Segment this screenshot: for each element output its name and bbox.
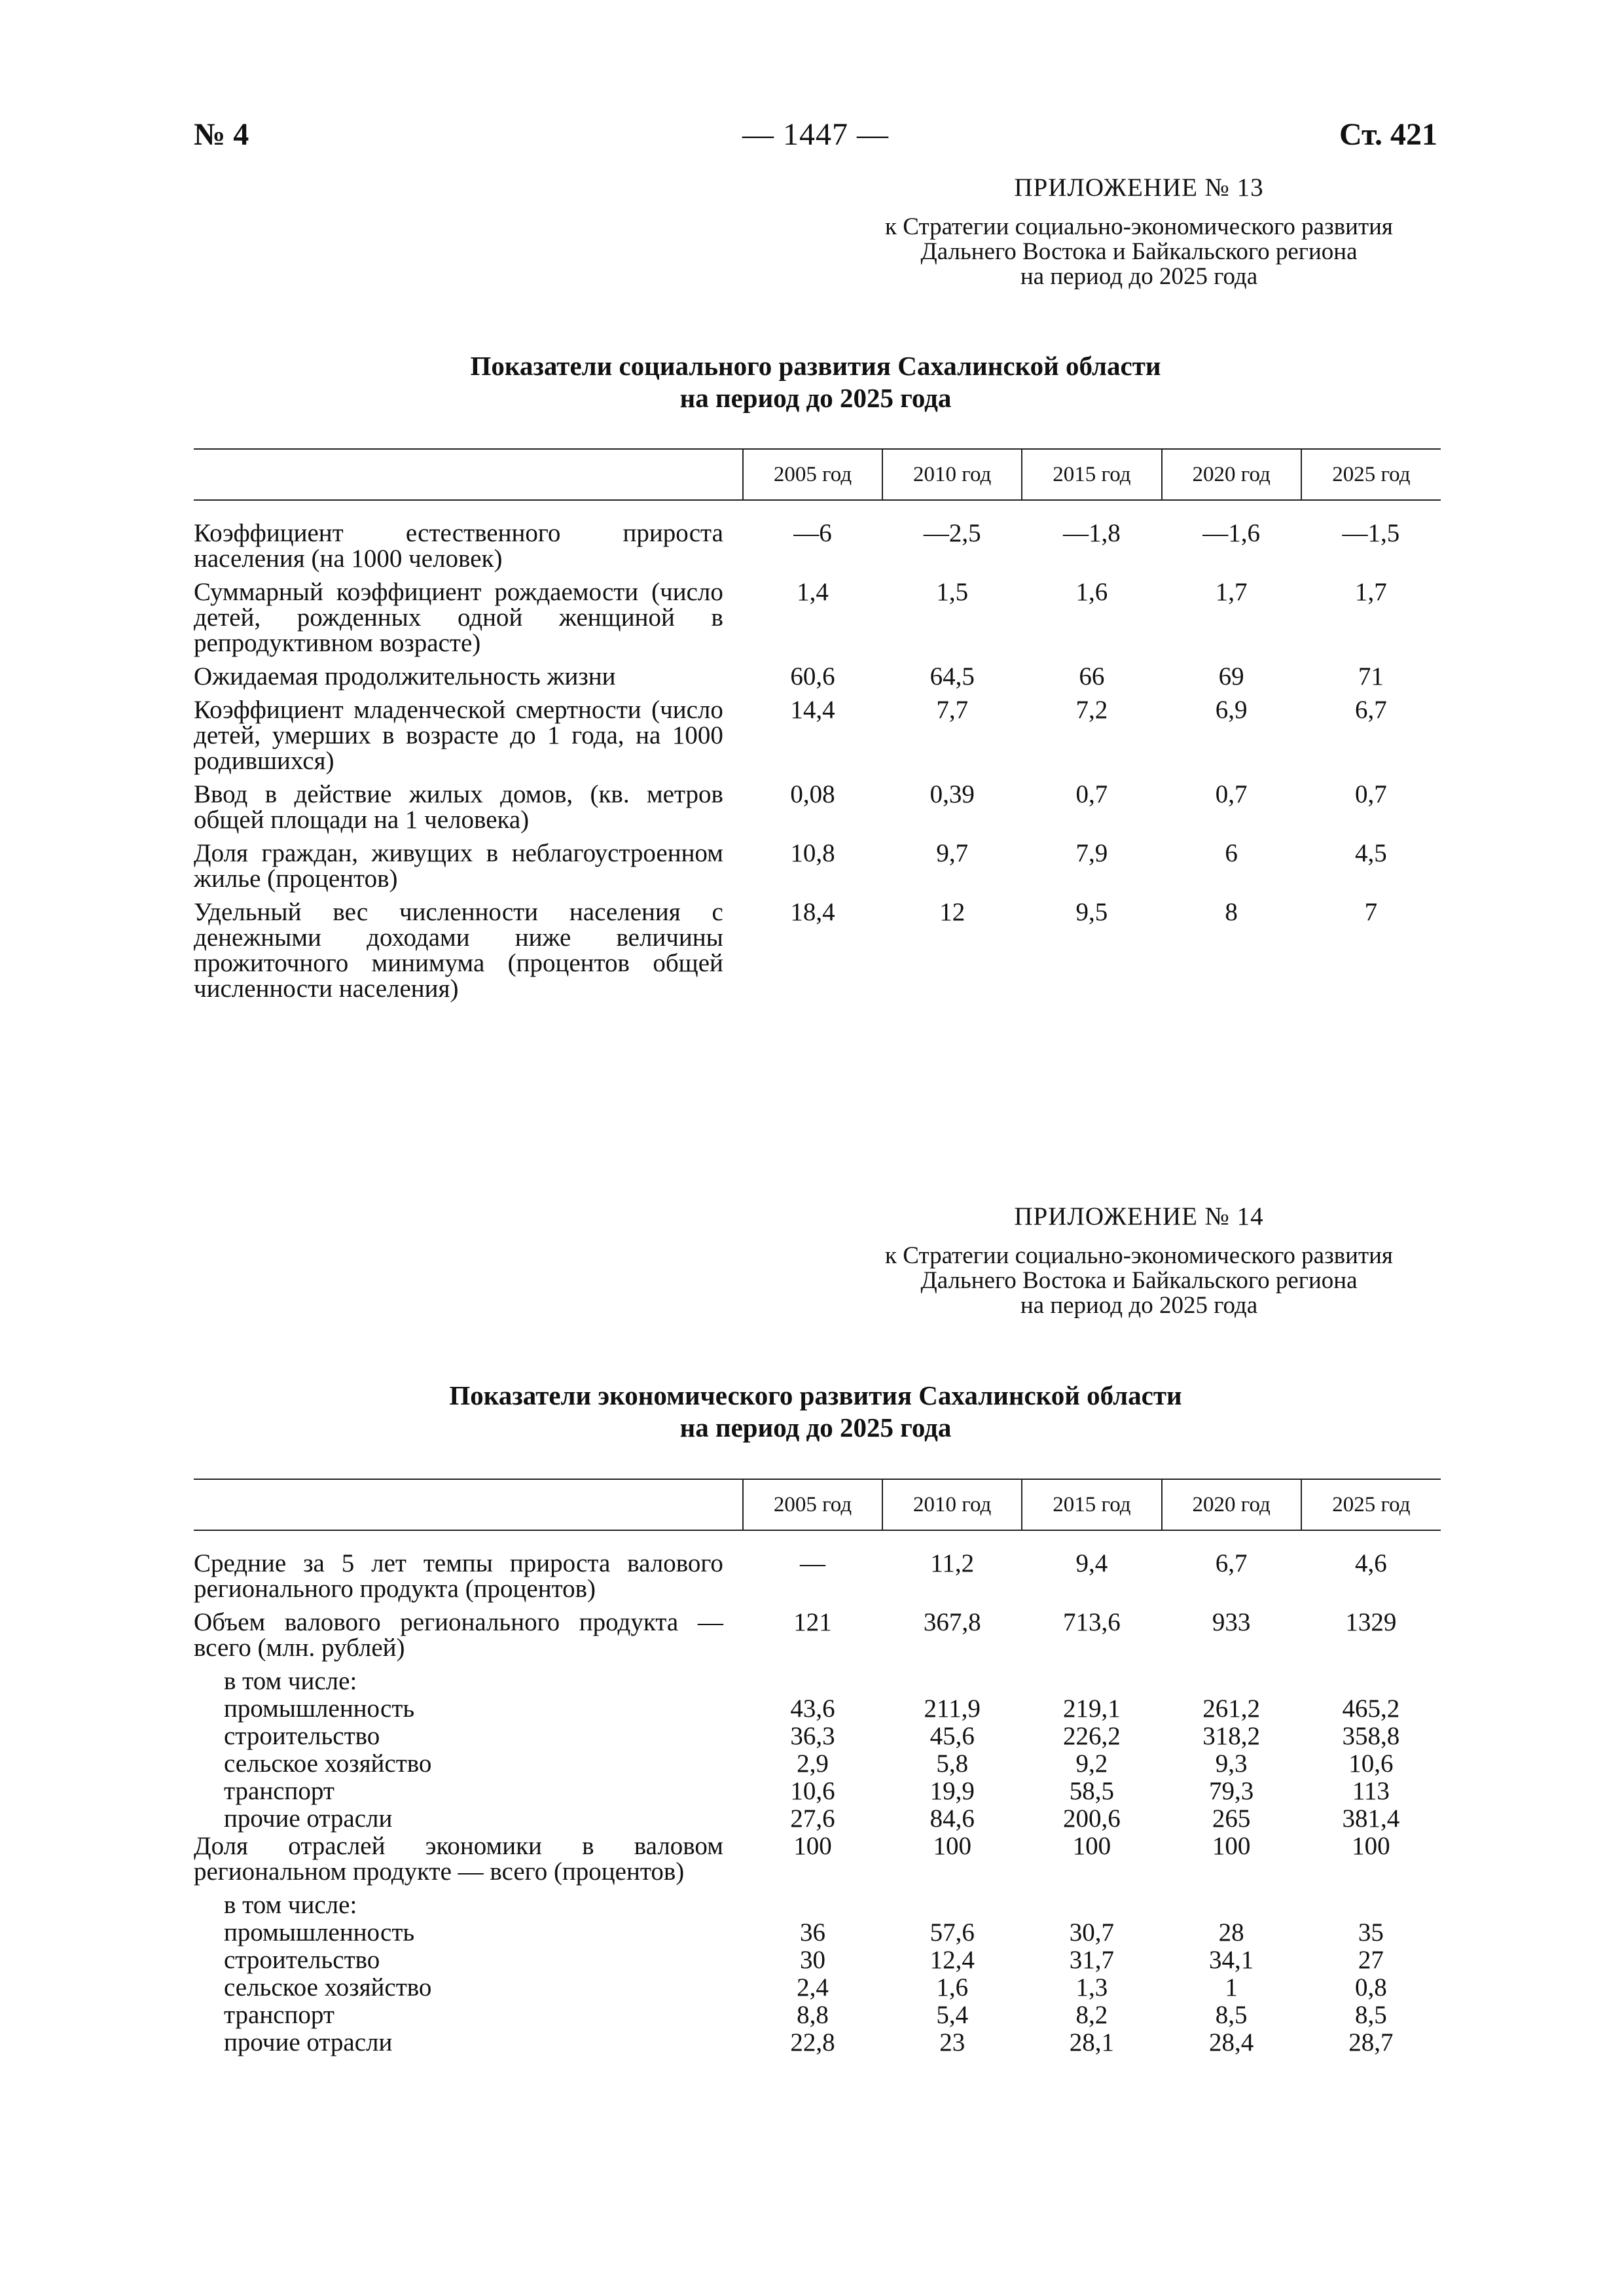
table-row — [194, 1751, 1441, 1778]
row-label: Коэффициент естественного прироста населения (на 1000 человек) — [194, 519, 723, 573]
row-label: Доля граждан, живущих в неблагоустроенном жилье (процентов) — [194, 839, 723, 893]
row-value: 1,7 — [1355, 578, 1387, 606]
table-row — [194, 2030, 1441, 2057]
row-value: 28 — [1218, 1918, 1244, 1946]
table-row — [194, 579, 1441, 664]
row-value: 0,39 — [929, 780, 975, 808]
article-number: Ст. 421 — [1339, 117, 1437, 152]
row-value: 8,8 — [797, 2001, 829, 2029]
row-value: 7,2 — [1075, 696, 1108, 724]
table-row — [194, 1833, 1441, 1892]
table-row — [194, 1723, 1441, 1751]
row-value: 713,6 — [1063, 1608, 1121, 1636]
row-value: 226,2 — [1063, 1722, 1121, 1750]
row-value: 84,6 — [929, 1804, 975, 1833]
row-value: 5,8 — [936, 1749, 969, 1778]
row-value: 358,8 — [1342, 1722, 1400, 1750]
table-row — [194, 840, 1441, 899]
row-label: прочие отрасли — [224, 2028, 393, 2056]
table-row — [194, 520, 1441, 579]
row-value: 1,3 — [1075, 1973, 1108, 2001]
column-header-year: 2010 год — [882, 1479, 1022, 1530]
header-label-cell — [194, 1479, 743, 1530]
row-value: 6,9 — [1215, 696, 1248, 724]
table-2-title-line-2: на период до 2025 года — [679, 1412, 952, 1443]
row-value — [882, 1668, 1022, 1696]
column-header-year: 2020 год — [1162, 1479, 1301, 1530]
table-row — [194, 1609, 1441, 1668]
row-value: 9,5 — [1075, 898, 1108, 926]
row-label: прочие отрасли — [224, 1804, 393, 1833]
appendix-13-caption — [812, 175, 1466, 289]
row-value — [1022, 1668, 1161, 1696]
row-label: промышленность — [224, 1695, 415, 1723]
column-header-year: 2020 год — [1162, 449, 1301, 500]
row-value: 100 — [933, 1832, 971, 1860]
table-row — [194, 1892, 1441, 1920]
table-row — [194, 1551, 1441, 1609]
row-label: Коэффициент младенческой смертности (число детей, умерших в возрасте до 1 года, на 1000 родившихся) — [194, 696, 723, 775]
row-value: 31,7 — [1069, 1946, 1115, 1974]
row-value: —2,5 — [923, 519, 981, 547]
row-value: 4,6 — [1355, 1549, 1387, 1577]
row-value — [743, 1668, 882, 1696]
row-value: 30,7 — [1069, 1918, 1115, 1946]
page-header — [194, 117, 1437, 162]
row-value: 36,3 — [790, 1722, 835, 1750]
table-1-title — [194, 350, 1437, 414]
appendix-14-line-3: на период до 2025 года — [1020, 1292, 1258, 1319]
row-label: транспорт — [224, 1777, 334, 1805]
row-value: 465,2 — [1342, 1695, 1400, 1723]
row-value: —1,8 — [1063, 519, 1121, 547]
column-header-year: 2010 год — [882, 449, 1022, 500]
table-row — [194, 1668, 1441, 1696]
row-value: 2,9 — [797, 1749, 829, 1778]
row-value: 367,8 — [923, 1608, 981, 1636]
appendix-14-line-1: к Стратегии социально-экономического развития — [885, 1242, 1393, 1269]
table-2-title — [194, 1380, 1437, 1444]
table-1-title-line-2: на период до 2025 года — [679, 383, 952, 413]
row-value: 6,7 — [1355, 696, 1387, 724]
row-label: Ожидаемая продолжительность жизни — [194, 662, 616, 691]
row-value: 57,6 — [929, 1918, 975, 1946]
column-header-year: 2005 год — [743, 449, 882, 500]
row-value: 6,7 — [1215, 1549, 1248, 1577]
row-value: 27,6 — [790, 1804, 835, 1833]
row-value: — — [799, 1549, 825, 1577]
table-row — [194, 1806, 1441, 1833]
row-value: 8,2 — [1075, 2001, 1108, 2029]
row-label: строительство — [224, 1946, 380, 1974]
issue-number: № 4 — [194, 117, 249, 152]
row-label: Удельный вес численности населения с денежными доходами ниже величины прожиточного минимума (процентов общей численности населения) — [194, 898, 723, 1003]
row-value: 0,7 — [1215, 780, 1248, 808]
row-value: 43,6 — [790, 1695, 835, 1723]
row-label: Доля отраслей экономики в валовом региональном продукте — всего (процентов) — [194, 1832, 723, 1886]
row-value: 2,4 — [797, 1973, 829, 2001]
row-label: в том числе: — [224, 1891, 357, 1919]
row-value: 69 — [1218, 662, 1244, 691]
row-label: строительство — [224, 1722, 380, 1750]
row-value — [743, 1892, 882, 1920]
row-value: 9,4 — [1075, 1549, 1108, 1577]
row-value: 100 — [1352, 1832, 1390, 1860]
row-value: 219,1 — [1063, 1695, 1121, 1723]
row-value: 1,5 — [936, 578, 969, 606]
table-2-header-row — [194, 1479, 1441, 1530]
row-value: 9,3 — [1215, 1749, 1248, 1778]
row-value: 11,2 — [930, 1549, 975, 1577]
row-value: 71 — [1358, 662, 1384, 691]
row-value: 18,4 — [790, 898, 835, 926]
row-value: 28,1 — [1069, 2028, 1115, 2056]
row-value: 36 — [799, 1918, 825, 1946]
table-1-title-line-1: Показатели социального развития Сахалинской области — [470, 351, 1161, 381]
table-row — [194, 1975, 1441, 2002]
row-value: 58,5 — [1069, 1777, 1115, 1805]
table-2-title-line-1: Показатели экономического развития Сахалинской области — [449, 1380, 1182, 1410]
row-value: 211,9 — [924, 1695, 981, 1723]
row-value: 8,5 — [1355, 2001, 1387, 2029]
social-indicators-table — [194, 448, 1441, 1009]
row-value: 79,3 — [1209, 1777, 1254, 1805]
row-label: Объем валового регионального продукта — всего (млн. рублей) — [194, 1608, 723, 1662]
appendix-14-number: ПРИЛОЖЕНИЕ № 14 — [1014, 1202, 1264, 1230]
table-row — [194, 697, 1441, 781]
row-value: 10,8 — [790, 839, 835, 867]
column-header-year: 2015 год — [1022, 449, 1161, 500]
row-value: 8,5 — [1215, 2001, 1248, 2029]
row-value: 12 — [939, 898, 965, 926]
appendix-13-number: ПРИЛОЖЕНИЕ № 13 — [1014, 173, 1264, 202]
row-value: 9,7 — [936, 839, 969, 867]
row-label: сельское хозяйство — [224, 1973, 432, 2001]
page-number: — 1447 — — [742, 117, 889, 152]
column-header-year: 2025 год — [1301, 449, 1441, 500]
row-value — [1022, 1892, 1161, 1920]
row-value: 10,6 — [790, 1777, 835, 1805]
row-value: 10,6 — [1348, 1749, 1394, 1778]
row-value: 28,7 — [1348, 2028, 1394, 2056]
row-label: сельское хозяйство — [224, 1749, 432, 1778]
row-value: 12,4 — [929, 1946, 975, 1974]
appendix-14-line-2: Дальнего Востока и Байкальского региона — [920, 1267, 1358, 1294]
table-row — [194, 664, 1441, 697]
row-value: 1,6 — [1075, 578, 1108, 606]
row-value: 261,2 — [1202, 1695, 1261, 1723]
row-value: 7,9 — [1075, 839, 1108, 867]
row-value: 19,9 — [929, 1777, 975, 1805]
row-value: 34,1 — [1209, 1946, 1254, 1974]
row-value: 0,7 — [1075, 780, 1108, 808]
row-value: 45,6 — [929, 1722, 975, 1750]
row-value: 14,4 — [790, 696, 835, 724]
row-value: 35 — [1358, 1918, 1384, 1946]
row-value: 0,7 — [1355, 780, 1387, 808]
row-value: 121 — [793, 1608, 832, 1636]
row-value: 8 — [1225, 898, 1238, 926]
table-row — [194, 899, 1441, 1009]
row-value: —1,5 — [1342, 519, 1400, 547]
table-row — [194, 781, 1441, 840]
row-value: 0,08 — [790, 780, 835, 808]
table-1-header-row — [194, 449, 1441, 500]
row-label: Ввод в действие жилых домов, (кв. метров общей площади на 1 человека) — [194, 780, 723, 834]
row-value — [1301, 1668, 1441, 1696]
row-value: 7,7 — [936, 696, 969, 724]
column-header-year: 2025 год — [1301, 1479, 1441, 1530]
row-value: 100 — [1072, 1832, 1111, 1860]
row-value: 28,4 — [1209, 2028, 1254, 2056]
column-header-year: 2015 год — [1022, 1479, 1161, 1530]
row-value: 381,4 — [1342, 1804, 1400, 1833]
row-value: 100 — [793, 1832, 832, 1860]
table-row — [194, 2002, 1441, 2030]
row-value: —1,6 — [1202, 519, 1261, 547]
row-value: —6 — [793, 519, 832, 547]
row-label: Средние за 5 лет темпы прироста валового регионального продукта (процентов) — [194, 1549, 723, 1603]
row-value: 200,6 — [1063, 1804, 1121, 1833]
row-value: 7 — [1364, 898, 1378, 926]
row-value: 23 — [939, 2028, 965, 2056]
row-value — [1162, 1892, 1301, 1920]
row-value: 60,6 — [790, 662, 835, 691]
row-label: промышленность — [224, 1918, 415, 1946]
appendix-13-line-1: к Стратегии социально-экономического развития — [885, 213, 1393, 240]
row-value: 0,8 — [1355, 1973, 1387, 2001]
appendix-13-line-2: Дальнего Востока и Байкальского региона — [920, 238, 1358, 265]
row-value: 9,2 — [1075, 1749, 1108, 1778]
appendix-13-line-3: на период до 2025 года — [1020, 263, 1258, 290]
appendix-14-caption — [812, 1204, 1466, 1318]
row-value: 1,4 — [797, 578, 829, 606]
row-value: 113 — [1352, 1777, 1390, 1805]
table-row — [194, 1947, 1441, 1975]
table-row — [194, 1920, 1441, 1947]
table-row — [194, 1778, 1441, 1806]
row-value — [1162, 1668, 1301, 1696]
table-row — [194, 1696, 1441, 1723]
spacer-row — [194, 1530, 1441, 1551]
row-value — [882, 1892, 1022, 1920]
row-value: 4,5 — [1355, 839, 1387, 867]
row-value: 30 — [799, 1946, 825, 1974]
column-header-year: 2005 год — [743, 1479, 882, 1530]
row-value: 27 — [1358, 1946, 1384, 1974]
row-value: 933 — [1212, 1608, 1251, 1636]
row-label: транспорт — [224, 2001, 334, 2029]
row-value: 1,6 — [936, 1973, 969, 2001]
row-value: 22,8 — [790, 2028, 835, 2056]
row-label: Суммарный коэффициент рождаемости (число детей, рожденных одной женщиной в репродуктивном возрасте) — [194, 578, 723, 657]
row-value: 1,7 — [1215, 578, 1248, 606]
row-label: в том числе: — [224, 1667, 357, 1695]
row-value: 318,2 — [1202, 1722, 1261, 1750]
row-value: 64,5 — [929, 662, 975, 691]
row-value: 265 — [1212, 1804, 1251, 1833]
row-value: 1329 — [1345, 1608, 1397, 1636]
row-value: 100 — [1212, 1832, 1251, 1860]
row-value: 6 — [1225, 839, 1238, 867]
row-value: 1 — [1225, 1973, 1238, 2001]
row-value: 5,4 — [936, 2001, 969, 2029]
economic-indicators-table — [194, 1479, 1441, 2057]
header-label-cell — [194, 449, 743, 500]
row-value — [1301, 1892, 1441, 1920]
spacer-row — [194, 500, 1441, 520]
row-value: 66 — [1079, 662, 1105, 691]
